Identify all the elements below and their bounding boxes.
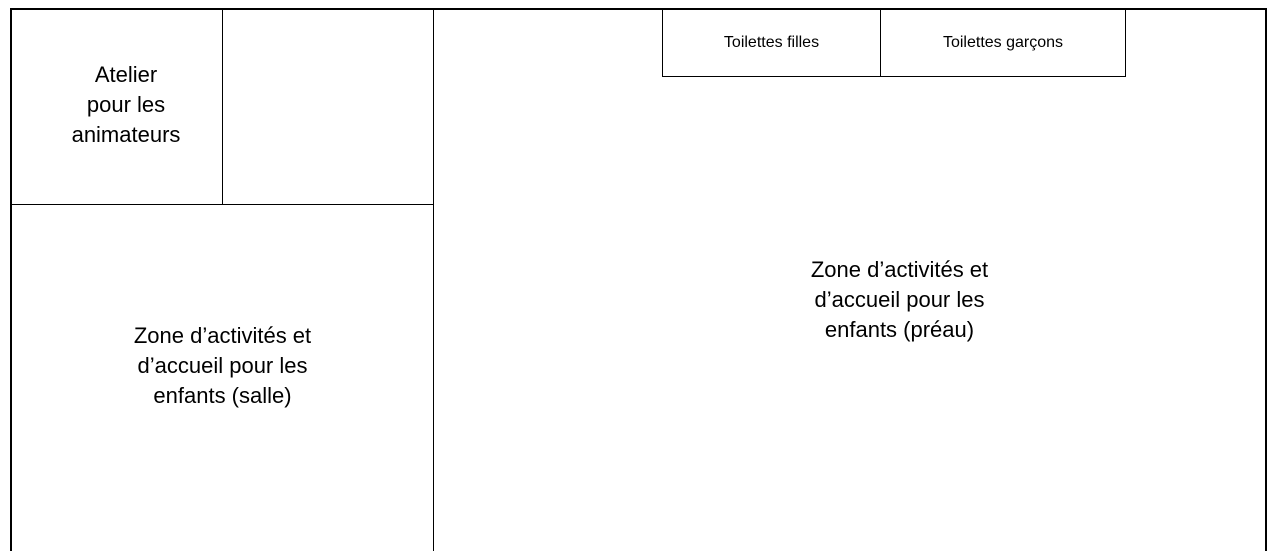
room-label-preau: Zone d’activités et d’accueil pour les enfants (préau)	[810, 257, 989, 342]
room-label-atelier: Atelier pour les animateurs	[71, 62, 181, 147]
wall-atelier-bottom	[11, 204, 433, 205]
room-label-toilettes-garcons: Toilettes garçons	[942, 34, 1064, 51]
wall-toilettes-bottom	[662, 76, 1126, 77]
room-label-toilettes-filles: Toilettes filles	[723, 34, 820, 51]
wall-toilettes-right	[1125, 9, 1126, 77]
room-label-salle: Zone d’activités et d’accueil pour les enfants (salle)	[133, 323, 312, 408]
